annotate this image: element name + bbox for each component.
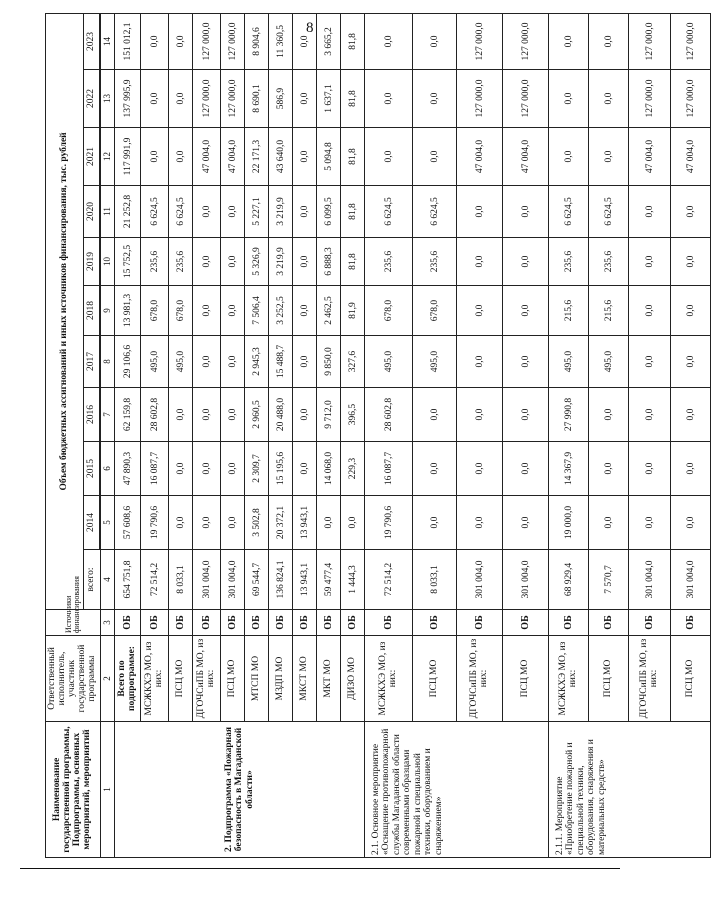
year-value-cell: 0,0 (293, 336, 317, 388)
year-value-cell: 127 000,0 (457, 70, 503, 128)
year-value-cell: 235,6 (589, 238, 629, 286)
source-cell: ОБ (413, 610, 457, 636)
year-value-cell: 0,0 (503, 336, 549, 388)
executor-cell: МСЖКХЭ МО, из них: (549, 636, 589, 722)
year-value-cell: 14 068,0 (317, 442, 341, 496)
executor-cell: ДГОЧСиПБ МО, из них: (457, 636, 503, 722)
year-value-cell: 0,0 (413, 13, 457, 69)
year-value-cell: 0,0 (293, 286, 317, 336)
year-value-cell: 0,0 (169, 70, 193, 128)
year-value-cell: 117 991,9 (115, 128, 141, 186)
total-value-cell: 59 477,4 (317, 550, 341, 610)
year-value-cell: 678,0 (365, 286, 413, 336)
year-value-cell: 678,0 (413, 286, 457, 336)
source-cell: ОБ (221, 610, 245, 636)
year-value-cell: 0,0 (221, 442, 245, 496)
year-value-cell: 27 990,8 (549, 388, 589, 442)
year-value-cell: 0,0 (671, 336, 711, 388)
year-value-cell: 0,0 (671, 286, 711, 336)
year-value-cell: 0,0 (293, 128, 317, 186)
year-value-cell: 0,0 (629, 388, 671, 442)
year-value-cell: 0,0 (629, 286, 671, 336)
total-value-cell: 301 004,0 (629, 550, 671, 610)
total-value-cell: 654 751,8 (115, 550, 141, 610)
year-value-cell: 13 943,1 (293, 496, 317, 550)
total-value-cell: 301 004,0 (221, 550, 245, 610)
year-value-cell: 47 004,0 (671, 128, 711, 186)
executor-cell: МКСТ МО (293, 636, 317, 722)
year-value-cell: 14 367,9 (549, 442, 589, 496)
year-value-cell: 81,9 (341, 286, 365, 336)
header-executor: Ответственный исполнитель, участник государственной программы (46, 636, 101, 722)
year-value-cell: 81,8 (341, 238, 365, 286)
year-value-cell: 0,0 (365, 70, 413, 128)
year-value-cell: 0,0 (193, 336, 221, 388)
header-year: 2021 (84, 128, 100, 186)
year-value-cell: 15 752,5 (115, 238, 141, 286)
year-value-cell: 6 624,5 (589, 186, 629, 238)
year-value-cell: 81,8 (341, 128, 365, 186)
year-value-cell: 0,0 (413, 496, 457, 550)
year-value-cell: 6 624,5 (549, 186, 589, 238)
header-year: 2020 (84, 186, 100, 238)
year-value-cell: 229,3 (341, 442, 365, 496)
year-value-cell: 6 624,5 (169, 186, 193, 238)
year-value-cell: 0,0 (671, 442, 711, 496)
header-source: Источники финансирования (46, 610, 101, 636)
year-value-cell: 678,0 (141, 286, 169, 336)
total-value-cell: 8 033,1 (169, 550, 193, 610)
year-value-cell: 0,0 (293, 13, 317, 69)
source-cell: ОБ (269, 610, 293, 636)
year-value-cell: 0,0 (589, 70, 629, 128)
year-value-cell: 0,0 (141, 70, 169, 128)
year-value-cell: 0,0 (293, 238, 317, 286)
year-value-cell: 0,0 (193, 238, 221, 286)
total-value-cell: 7 570,7 (589, 550, 629, 610)
year-value-cell: 0,0 (457, 286, 503, 336)
total-value-cell: 8 033,1 (413, 550, 457, 610)
year-value-cell: 8 690,1 (245, 70, 269, 128)
year-value-cell: 0,0 (317, 496, 341, 550)
year-value-cell: 0,0 (589, 388, 629, 442)
year-value-cell: 0,0 (671, 238, 711, 286)
year-value-cell: 0,0 (413, 128, 457, 186)
source-cell: ОБ (341, 610, 365, 636)
year-value-cell: 0,0 (221, 336, 245, 388)
total-value-cell: 301 004,0 (457, 550, 503, 610)
year-value-cell: 127 000,0 (193, 13, 221, 69)
executor-cell: МСЖКХЭ МО, из них: (141, 636, 169, 722)
header-funding: Объем бюджетных ассигнований и иных источников финансирования, тыс. рублей (46, 13, 84, 609)
year-value-cell: 47 004,0 (457, 128, 503, 186)
year-value-cell: 43 640,0 (269, 128, 293, 186)
source-cell: ОБ (549, 610, 589, 636)
executor-cell: ПСЦ МО (221, 636, 245, 722)
measure-name: 2.1.1. Мероприятие «Приобретение пожарной и специальной техники, оборудования, снаряжения и материальных средств» (549, 722, 711, 858)
header-year: 2023 (84, 13, 100, 69)
year-value-cell: 0,0 (169, 13, 193, 69)
measure-name: 2. Подпрограмма «Пожарная безопасность в Магаданской области» (115, 722, 365, 858)
executor-cell: МТСП МО (245, 636, 269, 722)
year-value-cell: 81,8 (341, 70, 365, 128)
executor-cell: ДГОЧСиПБ МО, из них: (629, 636, 671, 722)
year-value-cell: 20 372,1 (269, 496, 293, 550)
source-cell: ОБ (317, 610, 341, 636)
year-value-cell: 5 094,8 (317, 128, 341, 186)
year-value-cell: 127 000,0 (503, 70, 549, 128)
year-value-cell: 2 960,5 (245, 388, 269, 442)
year-value-cell: 7 506,4 (245, 286, 269, 336)
year-value-cell: 586,9 (269, 70, 293, 128)
year-value-cell: 6 888,3 (317, 238, 341, 286)
source-cell: ОБ (169, 610, 193, 636)
year-value-cell: 0,0 (549, 70, 589, 128)
rotated-table-wrapper (45, 14, 696, 858)
year-value-cell: 47 890,3 (115, 442, 141, 496)
year-value-cell: 6 624,5 (413, 186, 457, 238)
year-value-cell: 15 488,7 (269, 336, 293, 388)
financing-table (45, 13, 711, 858)
year-value-cell: 0,0 (141, 128, 169, 186)
year-value-cell: 151 012,1 (115, 13, 141, 69)
year-value-cell: 0,0 (221, 238, 245, 286)
year-value-cell: 0,0 (629, 496, 671, 550)
executor-cell: ПСЦ МО (671, 636, 711, 722)
column-index: 8 (101, 336, 115, 388)
column-index: 3 (101, 610, 115, 636)
year-value-cell: 0,0 (193, 388, 221, 442)
year-value-cell: 235,6 (549, 238, 589, 286)
header-year: 2014 (84, 496, 100, 550)
measure-name: 2.1. Основное мероприятие «Оснащение противопожарной службы Магаданской области современными образцами пожарной и специальной техники, оборудованием и снаряжением» (365, 722, 549, 858)
total-value-cell: 72 514,2 (365, 550, 413, 610)
year-value-cell: 5 326,9 (245, 238, 269, 286)
year-value-cell: 0,0 (589, 496, 629, 550)
year-value-cell: 0,0 (503, 496, 549, 550)
year-value-cell: 495,0 (549, 336, 589, 388)
year-value-cell: 0,0 (169, 496, 193, 550)
year-value-cell: 0,0 (169, 442, 193, 496)
header-year: 2022 (84, 70, 100, 128)
header-name: Наименование государственной программы, Подпрограммы, основных мероприятий, мероприятий (46, 722, 101, 858)
year-value-cell: 0,0 (629, 186, 671, 238)
column-index: 10 (101, 238, 115, 286)
year-value-cell: 16 087,7 (141, 442, 169, 496)
year-value-cell: 3 252,5 (269, 286, 293, 336)
source-cell: ОБ (629, 610, 671, 636)
executor-cell: ПСЦ МО (589, 636, 629, 722)
year-value-cell: 0,0 (293, 442, 317, 496)
year-value-cell: 15 195,6 (269, 442, 293, 496)
column-index: 9 (101, 286, 115, 336)
year-value-cell: 47 004,0 (629, 128, 671, 186)
year-value-cell: 0,0 (457, 336, 503, 388)
year-value-cell: 495,0 (589, 336, 629, 388)
total-value-cell: 301 004,0 (503, 550, 549, 610)
year-value-cell: 0,0 (503, 286, 549, 336)
source-cell: ОБ (671, 610, 711, 636)
header-year: 2016 (84, 388, 100, 442)
executor-cell: ДИЗО МО (341, 636, 365, 722)
year-value-cell: 0,0 (365, 128, 413, 186)
executor-cell: МЗДП МО (269, 636, 293, 722)
year-value-cell: 127 000,0 (457, 13, 503, 69)
year-value-cell: 127 000,0 (629, 13, 671, 69)
year-value-cell: 19 790,6 (141, 496, 169, 550)
source-cell: ОБ (293, 610, 317, 636)
year-value-cell: 0,0 (413, 70, 457, 128)
year-value-cell: 19 790,6 (365, 496, 413, 550)
year-value-cell: 0,0 (457, 388, 503, 442)
year-value-cell: 9 850,0 (317, 336, 341, 388)
year-value-cell: 0,0 (193, 496, 221, 550)
year-value-cell: 28 602,8 (365, 388, 413, 442)
column-index: 6 (101, 442, 115, 496)
year-value-cell: 235,6 (413, 238, 457, 286)
column-index: 1 (101, 722, 115, 858)
year-value-cell: 0,0 (193, 286, 221, 336)
year-value-cell: 235,6 (365, 238, 413, 286)
year-value-cell: 20 488,0 (269, 388, 293, 442)
year-value-cell: 0,0 (589, 128, 629, 186)
year-value-cell: 0,0 (193, 186, 221, 238)
year-value-cell: 0,0 (629, 336, 671, 388)
year-value-cell: 6 624,5 (365, 186, 413, 238)
total-value-cell: 301 004,0 (671, 550, 711, 610)
year-value-cell: 0,0 (503, 238, 549, 286)
year-value-cell: 28 602,8 (141, 388, 169, 442)
year-value-cell: 81,8 (341, 13, 365, 69)
year-value-cell: 0,0 (365, 13, 413, 69)
year-value-cell: 0,0 (221, 286, 245, 336)
executor-cell: ДГОЧСиПБ МО, из них: (193, 636, 221, 722)
total-value-cell: 72 514,2 (141, 550, 169, 610)
year-value-cell: 127 000,0 (503, 13, 549, 69)
year-value-cell: 29 106,6 (115, 336, 141, 388)
source-cell: ОБ (457, 610, 503, 636)
year-value-cell: 0,0 (457, 442, 503, 496)
executor-cell: Всего по подпрограмме: (115, 636, 141, 722)
year-value-cell: 495,0 (413, 336, 457, 388)
year-value-cell: 47 004,0 (503, 128, 549, 186)
year-value-cell: 3 665,2 (317, 13, 341, 69)
source-cell: ОБ (589, 610, 629, 636)
year-value-cell: 11 360,5 (269, 13, 293, 69)
year-value-cell: 215,6 (589, 286, 629, 336)
column-index: 7 (101, 388, 115, 442)
year-value-cell: 0,0 (549, 128, 589, 186)
year-value-cell: 0,0 (413, 442, 457, 496)
year-value-cell: 0,0 (549, 13, 589, 69)
year-value-cell: 2 309,7 (245, 442, 269, 496)
year-value-cell: 5 227,1 (245, 186, 269, 238)
source-cell: ОБ (245, 610, 269, 636)
year-value-cell: 495,0 (365, 336, 413, 388)
year-value-cell: 137 995,9 (115, 70, 141, 128)
year-value-cell: 0,0 (221, 186, 245, 238)
total-value-cell: 69 544,7 (245, 550, 269, 610)
year-value-cell: 0,0 (457, 186, 503, 238)
year-value-cell: 0,0 (457, 496, 503, 550)
year-value-cell: 235,6 (169, 238, 193, 286)
year-value-cell: 127 000,0 (671, 70, 711, 128)
year-value-cell: 47 004,0 (193, 128, 221, 186)
table-row (549, 13, 589, 857)
year-value-cell: 13 981,3 (115, 286, 141, 336)
header-year: 2015 (84, 442, 100, 496)
year-value-cell: 0,0 (589, 13, 629, 69)
source-cell: ОБ (141, 610, 169, 636)
year-value-cell: 1 637,1 (317, 70, 341, 128)
year-value-cell: 6 624,5 (141, 186, 169, 238)
header-total: всего: (84, 550, 101, 610)
year-value-cell: 0,0 (169, 128, 193, 186)
page-number: 8 (306, 20, 314, 36)
year-value-cell: 127 000,0 (221, 13, 245, 69)
year-value-cell: 9 712,0 (317, 388, 341, 442)
source-cell: ОБ (503, 610, 549, 636)
year-value-cell: 0,0 (293, 388, 317, 442)
total-value-cell: 1 444,3 (341, 550, 365, 610)
source-cell: ОБ (193, 610, 221, 636)
year-value-cell: 0,0 (221, 496, 245, 550)
executor-cell: ПСЦ МО (413, 636, 457, 722)
year-value-cell: 678,0 (169, 286, 193, 336)
year-value-cell: 0,0 (221, 388, 245, 442)
column-index: 12 (101, 128, 115, 186)
source-cell: ОБ (365, 610, 413, 636)
year-value-cell: 0,0 (629, 238, 671, 286)
header-year: 2017 (84, 336, 100, 388)
year-value-cell: 396,5 (341, 388, 365, 442)
year-value-cell: 127 000,0 (671, 13, 711, 69)
table-body (115, 13, 711, 857)
year-value-cell: 0,0 (503, 388, 549, 442)
year-value-cell: 0,0 (193, 442, 221, 496)
column-index: 4 (101, 550, 115, 610)
total-value-cell: 136 824,1 (269, 550, 293, 610)
year-value-cell: 127 000,0 (193, 70, 221, 128)
year-value-cell: 47 004,0 (221, 128, 245, 186)
header-year: 2018 (84, 286, 100, 336)
year-value-cell: 0,0 (457, 238, 503, 286)
total-value-cell: 68 929,4 (549, 550, 589, 610)
year-value-cell: 2 945,3 (245, 336, 269, 388)
year-value-cell: 0,0 (413, 388, 457, 442)
year-value-cell: 215,6 (549, 286, 589, 336)
year-value-cell: 127 000,0 (221, 70, 245, 128)
year-value-cell: 0,0 (169, 388, 193, 442)
year-value-cell: 0,0 (671, 496, 711, 550)
year-value-cell: 0,0 (341, 496, 365, 550)
executor-cell: ПСЦ МО (503, 636, 549, 722)
year-value-cell: 57 608,6 (115, 496, 141, 550)
bottom-rule (20, 868, 620, 869)
year-value-cell: 0,0 (671, 186, 711, 238)
year-value-cell: 16 087,7 (365, 442, 413, 496)
year-value-cell: 327,6 (341, 336, 365, 388)
year-value-cell: 0,0 (629, 442, 671, 496)
total-value-cell: 13 943,1 (293, 550, 317, 610)
column-index: 5 (101, 496, 115, 550)
year-value-cell: 0,0 (503, 442, 549, 496)
year-value-cell: 6 099,5 (317, 186, 341, 238)
total-value-cell: 301 004,0 (193, 550, 221, 610)
year-value-cell: 3 219,9 (269, 186, 293, 238)
header-year: 2019 (84, 238, 100, 286)
year-value-cell: 127 000,0 (629, 70, 671, 128)
year-value-cell: 3 219,9 (269, 238, 293, 286)
source-cell: ОБ (115, 610, 141, 636)
column-index: 11 (101, 186, 115, 238)
year-value-cell: 8 904,6 (245, 13, 269, 69)
year-value-cell: 235,6 (141, 238, 169, 286)
year-value-cell: 0,0 (293, 186, 317, 238)
year-value-cell: 81,8 (341, 186, 365, 238)
table-row (365, 13, 413, 857)
year-value-cell: 19 000,0 (549, 496, 589, 550)
year-value-cell: 495,0 (169, 336, 193, 388)
year-value-cell: 3 502,8 (245, 496, 269, 550)
year-value-cell: 0,0 (589, 442, 629, 496)
year-value-cell: 22 171,3 (245, 128, 269, 186)
year-value-cell: 0,0 (141, 13, 169, 69)
column-index: 13 (101, 70, 115, 128)
column-index: 14 (101, 13, 115, 69)
table-row (115, 13, 141, 857)
year-value-cell: 495,0 (141, 336, 169, 388)
year-value-cell: 0,0 (503, 186, 549, 238)
year-value-cell: 2 462,5 (317, 286, 341, 336)
year-value-cell: 0,0 (671, 388, 711, 442)
column-index: 2 (101, 636, 115, 722)
executor-cell: МКТ МО (317, 636, 341, 722)
executor-cell: ПСЦ МО (169, 636, 193, 722)
executor-cell: МСЖКХЭ МО, из них: (365, 636, 413, 722)
year-value-cell: 0,0 (293, 70, 317, 128)
year-value-cell: 62 159,8 (115, 388, 141, 442)
year-value-cell: 21 252,8 (115, 186, 141, 238)
